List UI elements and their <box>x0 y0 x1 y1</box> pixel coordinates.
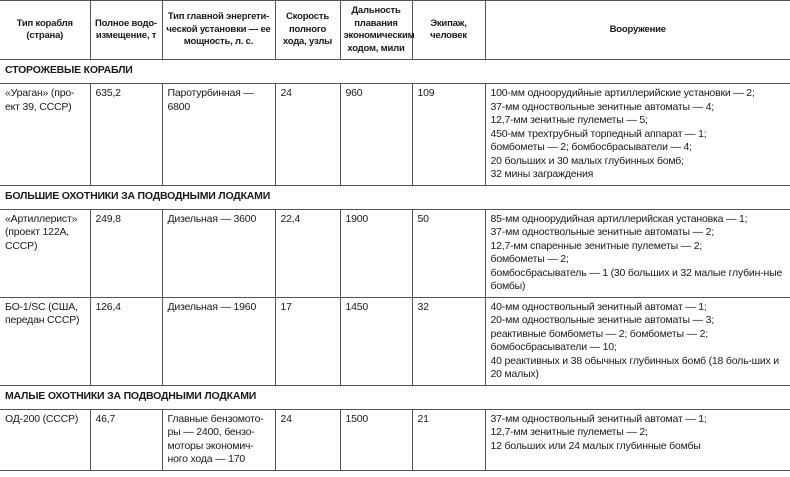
cell-crew: 32 <box>412 297 485 385</box>
cell-range: 1500 <box>340 409 412 470</box>
cell-power: Дизельная — 3600 <box>162 209 275 297</box>
cell-range: 1450 <box>340 297 412 385</box>
cell-speed: 22,4 <box>275 209 340 297</box>
column-header: Скорость полного хода, узлы <box>275 1 340 60</box>
armament-line: 20 больших и 30 малых глубинных бомб; <box>490 154 684 167</box>
cell-crew: 109 <box>412 84 485 186</box>
cell-power: Паротурбинная — 6800 <box>162 84 275 186</box>
armament-line: бомбосбрасыватель — 1 (30 больших и 32 малые глубин-ные бомбы) <box>490 266 783 292</box>
armament-line: 450-мм трехтрубный торпедный аппарат — 1; <box>490 127 707 140</box>
cell-speed: 17 <box>275 297 340 385</box>
cell-ship: «Артиллерист» (проект 122А, СССР) <box>0 209 90 297</box>
table-row <box>0 84 790 186</box>
cell-power: Дизельная — 1960 <box>162 297 275 385</box>
table-row <box>0 297 790 385</box>
armament-line: 12,7-мм зенитные пулеметы — 5; <box>490 114 648 126</box>
cell-ship: ОД-200 (СССР) <box>0 409 90 470</box>
armament-line: 20-мм одноствольные зенитные автоматы — 3; <box>490 314 714 326</box>
armament-line: 37-мм одноствольные зенитные автоматы — 4; <box>490 100 714 113</box>
cell-ship: БО-1/SC (США, передан СССР) <box>0 297 90 385</box>
armament-line: 32 мины заграждения <box>490 168 594 180</box>
armament-line: 37-мм одноствольные зенитные автоматы — 2; <box>490 226 714 238</box>
column-header: Вооружение <box>485 1 790 60</box>
column-header: Тип корабля (страна) <box>0 1 90 60</box>
table-row <box>0 409 790 470</box>
cell-displacement: 46,7 <box>90 409 162 470</box>
cell-armament <box>485 409 790 470</box>
section-row <box>0 60 790 84</box>
column-header: Тип главной энергети-ческой установки — ее мощность, л. с. <box>162 1 275 60</box>
cell-armament <box>485 297 790 385</box>
armament-line: 100-мм одноорудийные артиллерийские установки — 2; <box>490 87 755 99</box>
column-header: Дальность плавания экономическим ходом, мили <box>340 1 412 60</box>
cell-crew: 50 <box>412 209 485 297</box>
armament-line: бомбосбрасыватели — 10; <box>490 341 617 353</box>
armament-line: бомбометы — 2; <box>490 253 569 265</box>
section-row <box>0 385 790 409</box>
armament-line: 85-мм одноорудийная артиллерийская установка — 1; <box>490 212 748 225</box>
section-title: БОЛЬШИЕ ОХОТНИКИ ЗА ПОДВОДНЫМИ ЛОДКАМИ <box>0 185 790 209</box>
armament-line: 12,7-мм спаренные зенитные пулеметы — 2; <box>490 239 703 252</box>
armament-line: 12 больших или 24 малых глубинные бомбы <box>490 439 701 452</box>
cell-displacement: 635,2 <box>90 84 162 186</box>
armament-line: 40-мм одноствольный зенитный автомат — 1; <box>490 300 707 313</box>
armament-line: бомбометы — 2; бомбосбрасыватели — 4; <box>490 141 692 153</box>
cell-displacement: 249,8 <box>90 209 162 297</box>
armament-line: 40 реактивных и 38 обычных глубинных бомб (18 боль-ших и 20 малых) <box>490 354 779 380</box>
section-row <box>0 185 790 209</box>
cell-armament <box>485 84 790 186</box>
cell-speed: 24 <box>275 409 340 470</box>
cell-range: 960 <box>340 84 412 186</box>
armament-line: 12,7-мм зенитные пулеметы — 2; <box>490 426 648 438</box>
cell-power: Главные бензомото-ры — 2400, бензо-моторы экономич-ного хода — 170 <box>162 409 275 470</box>
column-header: Экипаж, человек <box>412 1 485 60</box>
cell-range: 1900 <box>340 209 412 297</box>
armament-line: 37-мм одноствольный зенитный автомат — 1; <box>490 412 707 425</box>
section-title: МАЛЫЕ ОХОТНИКИ ЗА ПОДВОДНЫМИ ЛОДКАМИ <box>0 385 790 409</box>
header-row <box>0 1 790 60</box>
table-row <box>0 209 790 297</box>
section-title: СТОРОЖЕВЫЕ КОРАБЛИ <box>0 60 790 84</box>
cell-armament <box>485 209 790 297</box>
cell-speed: 24 <box>275 84 340 186</box>
column-header: Полное водо-измещение, т <box>90 1 162 60</box>
cell-displacement: 126,4 <box>90 297 162 385</box>
armament-line: реактивные бомбометы — 2; бомбометы — 2; <box>490 327 708 340</box>
cell-ship: «Ураган» (про-ект 39, СССР) <box>0 84 90 186</box>
cell-crew: 21 <box>412 409 485 470</box>
